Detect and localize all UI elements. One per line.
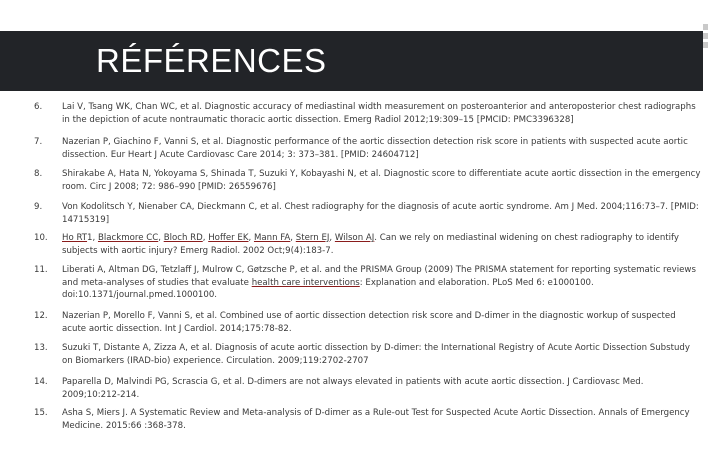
reference-text: Suzuki T, Distante A, Zizza A, et al. Diagnosis of acute aortic dissection by D-dimer: the International Registry of Acute Aortic Dissection Substudy on Biomarkers (IRAD-bio) experience. Circulation. 2009;119:2702-2707 xyxy=(62,343,690,366)
reference-rest: . Can we rely on mediastinal widening on chest radiography to identify subjects with aortic injury? Emerg Radiol. 2002 Oct;9(4):183-7. xyxy=(62,233,679,256)
reference-number: 13. xyxy=(34,343,48,353)
reference-text: Paparella D, Malvindi PG, Scrascia G, et al. D-dimers are not always elevated in patients with acute aortic dissection. J Cardiovasc Med. 2009;10:212-214. xyxy=(62,377,644,400)
reference-number: 7. xyxy=(34,137,43,147)
reference-rest: : Explanation and elaboration. PLoS Med 6: e1000100. doi:10.1371/journal.pmed.1000100. xyxy=(62,277,594,300)
reference-number: 10. xyxy=(34,233,48,243)
author-link[interactable]: Bloch RD xyxy=(163,233,203,243)
reference-text: Nazerian P, Giachino F, Vanni S, et al. Diagnostic performance of the aortic dissection detection risk score in patients with suspected acute aortic dissection. Eur Heart J Acute Cardiovasc Care 2014; 3: 373–381. [PMID: 24604712] xyxy=(62,137,688,160)
author-link[interactable]: Stern EJ xyxy=(295,233,330,243)
author-link[interactable]: Wilson AJ xyxy=(334,233,375,243)
author-link[interactable]: Mann FA xyxy=(253,233,291,243)
author-separator: 1, xyxy=(87,233,98,243)
reference-text: Asha S, Miers J. A Systematic Review and Meta-analysis of D-dimer as a Rule-out Test for Suspected Acute Aortic Dissection. Annals of Emergency Medicine. 2015:66 :368-378. xyxy=(62,408,690,431)
reference-text: Shirakabe A, Hata N, Yokoyama S, Shinada T, Suzuki Y, Kobayashi N, et al. Diagnostic score to differentiate acute aortic dissection in the emergency room. Circ J 2008; 72: 986–990 [PMID: 26559676] xyxy=(62,169,701,192)
reference-text: Von Kodolitsch Y, Nienaber CA, Dieckmann C, et al. Chest radiography for the diagnosis of acute aortic syndrome. Am J Med. 2004;116:73–7. [PMID: 14715319] xyxy=(62,202,699,225)
author-separator: , xyxy=(158,233,164,243)
reference-number: 15. xyxy=(34,408,48,418)
reference-number: 12. xyxy=(34,311,48,321)
page-title: RÉFÉRENCES xyxy=(96,42,327,79)
author-link[interactable]: Ho RT xyxy=(62,233,88,243)
reference-number: 11. xyxy=(34,265,48,275)
author-link[interactable]: Hoffer EK xyxy=(208,233,249,243)
reference-number: 9. xyxy=(34,202,43,212)
keyword-link[interactable]: health care interventions xyxy=(251,277,360,288)
reference-number: 6. xyxy=(34,102,43,112)
reference-text: Nazerian P, Morello F, Vanni S, et al. Combined use of aortic dissection detection risk score and D-dimer in the diagnostic workup of suspected acute aortic dissection. Int J Cardiol. 2014;175:78-82. xyxy=(62,311,676,334)
author-link[interactable]: Blackmore CC xyxy=(97,233,159,243)
reference-text xyxy=(62,264,702,302)
reference-text xyxy=(62,232,702,257)
reference-number: 8. xyxy=(34,169,43,179)
author-separator: , xyxy=(290,233,296,243)
reference-number: 14. xyxy=(34,377,48,387)
reference-lead: Liberati A, Altman DG, Tetzlaff J, Mulrow C, Gøtzsche P, et al. and the PRISMA Group (2009) The PRISMA statement for reporting systematic reviews and meta-analyses of studies that evaluate xyxy=(62,265,696,288)
author-separator: , xyxy=(329,233,335,243)
reference-text: Lai V, Tsang WK, Chan WC, et al. Diagnostic accuracy of mediastinal width measurement on posteroanterior and anteroposterior chest radiographs in the depiction of acute nontraumatic thoracic aortic dissection. Emerg Radiol 2012;19:309–15 [PMCID: PMC3396328] xyxy=(62,102,696,125)
author-separator: , xyxy=(248,233,254,243)
author-separator: , xyxy=(202,233,209,243)
